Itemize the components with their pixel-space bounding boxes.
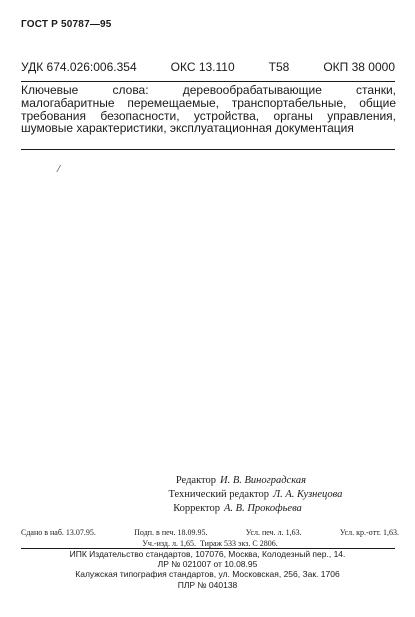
tech-editor-role: Технический редактор <box>168 489 269 500</box>
print-sheets: Усл. печ. л. 1,63. <box>245 528 302 537</box>
editorial-staff <box>100 474 343 516</box>
keywords-paragraph: Ключевые слова: деревообрабатывающие станки, малогабаритные перемещаемые, транспортабельные, общие требования безопасности, устройства, органы управления, шумовые характеристики, эксплуатационная документация <box>21 83 396 136</box>
publication-details-line-2 <box>21 539 399 548</box>
classification-line <box>21 60 395 74</box>
proofreader-role: Корректор <box>173 503 220 514</box>
proofreader-name: А. В. Прокофьева <box>224 503 302 514</box>
handed-date: Сдано в наб. 13.07.95. <box>21 528 96 537</box>
circulation: Тираж 533 экз. <box>199 539 251 548</box>
signed-date: Подп. в печ. 18.09.95. <box>134 528 208 537</box>
imprint-publisher: ИПК Издательство стандартов, 107076, Москва, Колодезный пер., 14. <box>69 549 346 559</box>
publication-details-line-1 <box>21 528 399 537</box>
oks-code: ОКС 13.110 <box>170 60 235 74</box>
group-code: Т58 <box>268 60 290 74</box>
tech-editor-name: Л. А. Кузнецова <box>273 489 343 500</box>
tech-editor-row <box>100 488 343 502</box>
proofreader-row <box>100 502 330 516</box>
okp-code: ОКП 38 0000 <box>323 60 395 74</box>
color-prints: Усл. кр.-отт. 1,63. <box>339 528 399 537</box>
udk-code: УДК 674.026:006.354 <box>21 60 137 74</box>
publisher-imprint <box>30 549 385 590</box>
order-number: С 2806. <box>252 539 278 548</box>
stray-mark: / <box>57 163 61 175</box>
keywords-divider <box>21 149 395 150</box>
editor-row <box>100 474 330 488</box>
editor-name: И. В. Виноградская <box>220 475 306 486</box>
imprint-printer: Калужская типография стандартов, ул. Московская, 256, Зак. 1706 <box>75 569 340 580</box>
imprint-license: ЛР № 021007 от 10.08.95 <box>157 559 258 570</box>
imprint-plr: ПЛР № 040138 <box>177 579 238 590</box>
edu-sheets: Уч.-изд. л. 1,65. <box>142 539 196 548</box>
top-divider <box>21 81 395 82</box>
standard-header: ГОСТ Р 50787—95 <box>21 19 112 30</box>
editor-role: Редактор <box>175 475 216 486</box>
